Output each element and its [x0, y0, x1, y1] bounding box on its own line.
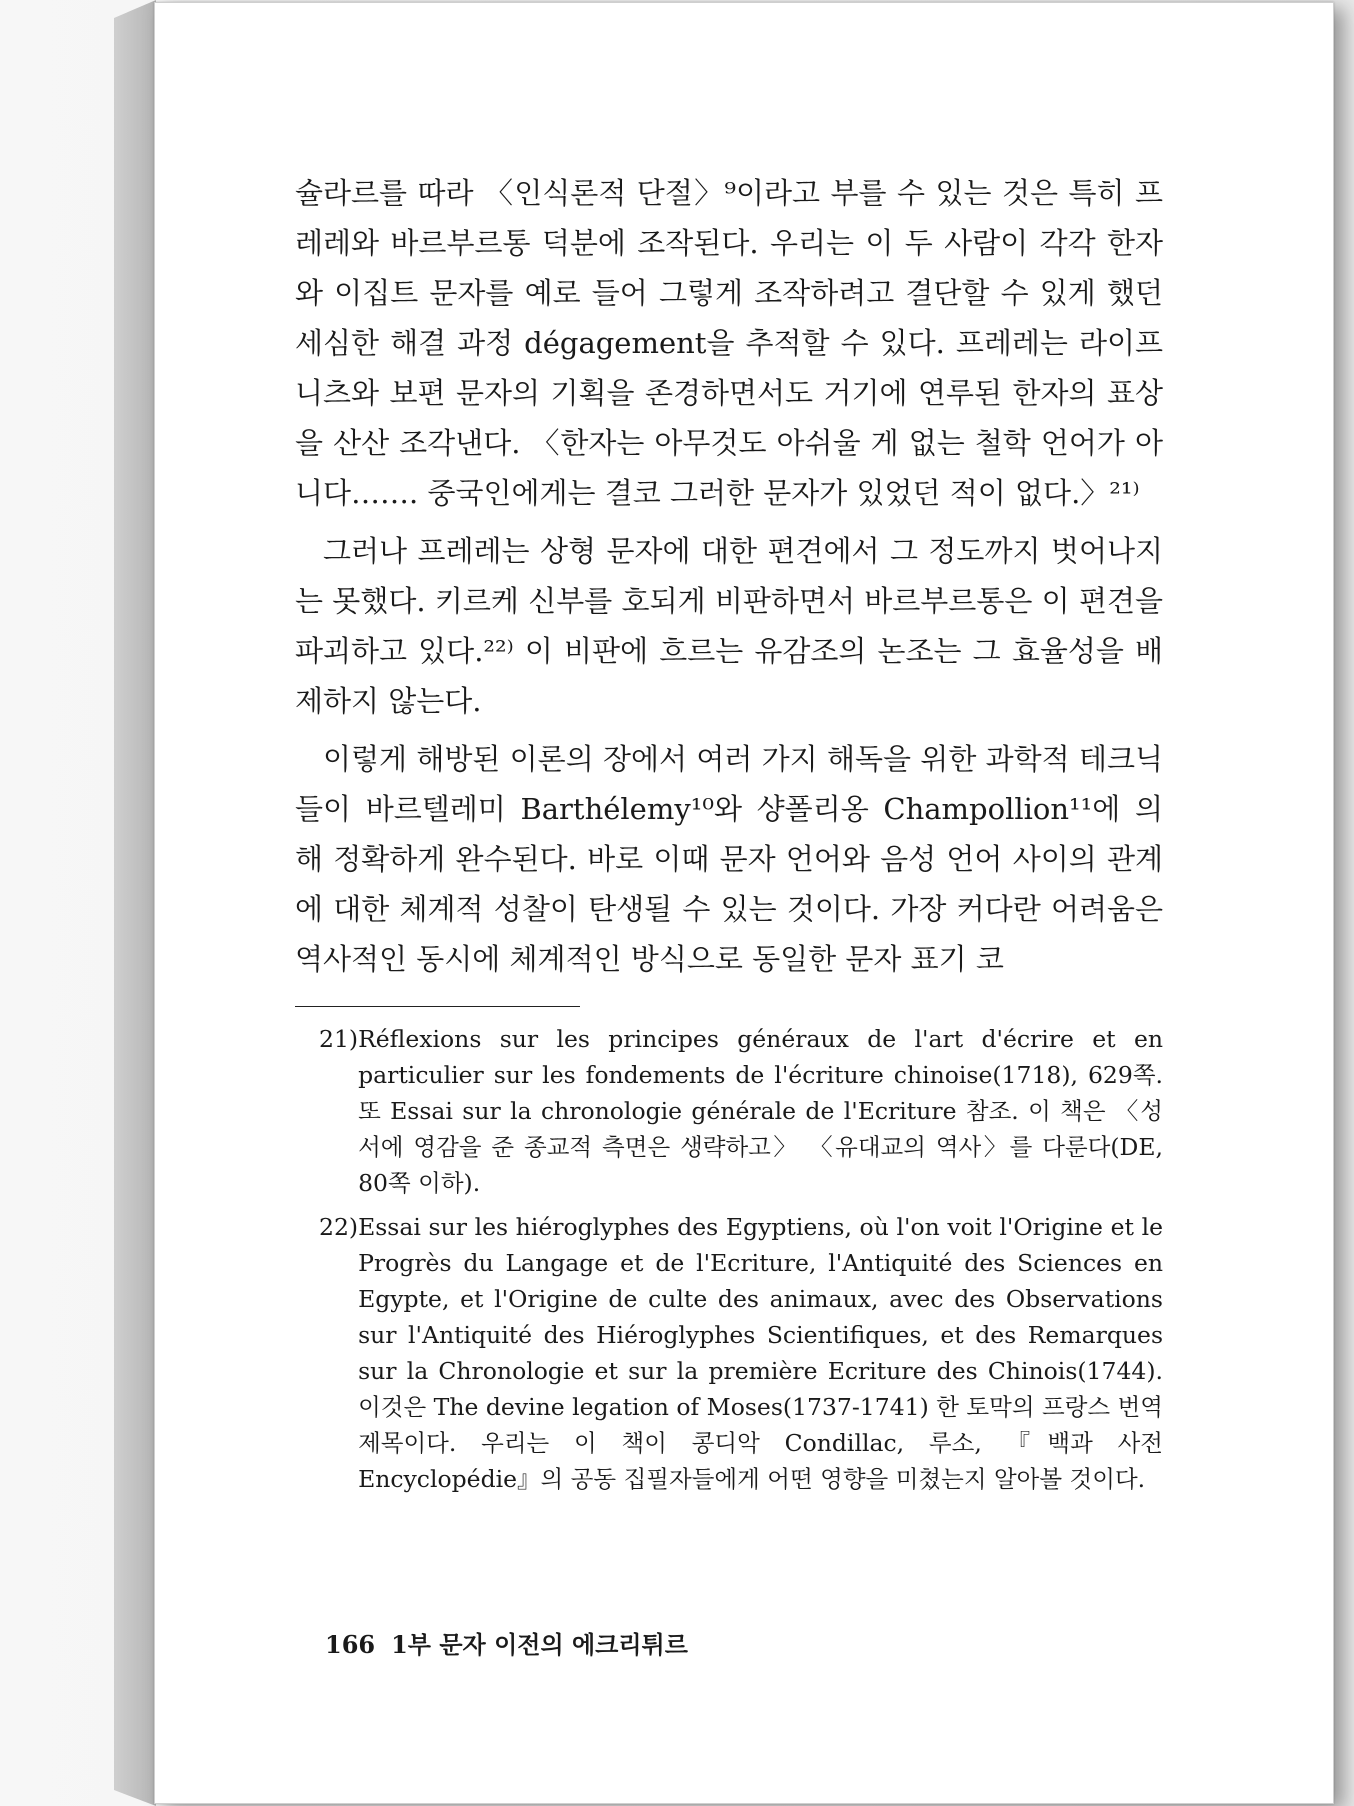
running-title: 1부 문자 이전의 에크리튀르 [391, 1630, 688, 1659]
paragraph-1: 슐라르를 따라 〈인식론적 단절〉⁹이라고 부를 수 있는 것은 특히 프레레와 바르부르통 덕분에 조작된다. 우리는 이 두 사람이 각각 한자와 이집트 문자를 예로 들어 그렇게 조작하려고 결단할 수 있게 했던 세심한 해결 과정 dégagement을 추적할 수 있다. 프레레는 라이프니츠와 보편 문자의 기획을 존경하면서도 거기에 연루된 한자의 표상을 산산 조각낸다. 〈한자는 아무것도 아쉬울 게 없는 철학 언어가 아니다……. 중국인에게는 결코 그러한 문자가 있었던 적이 없다.〉²¹⁾ [295, 176, 1163, 510]
paragraph-3: 이렇게 해방된 이론의 장에서 여러 가지 해독을 위한 과학적 테크닉들이 바르텔레미 Barthélemy¹⁰와 샹폴리옹 Champollion¹¹에 의해 정확하게 완수된다. 바로 이때 문자 언어와 음성 언어 사이의 관계에 대한 체계적 성찰이 탄생될 수 있는 것이다. 가장 커다란 어려움은 역사적인 동시에 체계적인 방식으로 동일한 문자 표기 코 [295, 742, 1163, 976]
footnote-21 [319, 1021, 1163, 1201]
footnote-number: 21) [319, 1025, 359, 1053]
footnote-22 [319, 1209, 1163, 1497]
footnote-divider [295, 1006, 580, 1007]
book-page [154, 2, 1334, 1804]
footnote-number: 22) [319, 1213, 359, 1241]
book-spine [114, 0, 156, 1806]
page-content [295, 168, 1163, 1505]
footnotes [295, 1021, 1163, 1497]
footnote-text: Réflexions sur les principes généraux de l'art d'écrire et en particulier sur les fondements de l'écriture chinoise(1718), 629쪽. 또 Essai sur la chronologie générale de l'Ecriture 참조. 이 책은 〈성서에 영감을 준 종교적 측면은 생략하고〉 〈유대교의 역사〉를 다룬다(DE, 80쪽 이하). [358, 1025, 1163, 1197]
page-footer [325, 1625, 688, 1660]
footnote-text: Essai sur les hiéroglyphes des Egyptiens, où l'on voit l'Origine et le Progrès du Langage et de l'Ecriture, l'Antiquité des Sciences en Egypte, et l'Origine de culte des animaux, avec des Observations sur l'Antiquité des Hiéroglyphes Scientifiques, et des Remarques sur la Chronologie et sur la première Ecriture des Chinois(1744). 이것은 The devine legation of Moses(1737-1741) 한 토막의 프랑스 번역 제목이다. 우리는 이 책이 콩디악 Condillac, 루소, 『백과 사전 Encyclopédie』의 공동 집필자들에게 어떤 영향을 미쳤는지 알아볼 것이다. [358, 1213, 1163, 1493]
body-text [295, 168, 1163, 984]
paragraph-2: 그러나 프레레는 상형 문자에 대한 편견에서 그 정도까지 벗어나지는 못했다. 키르케 신부를 호되게 비판하면서 바르부르통은 이 편견을 파괴하고 있다.²²⁾ 이 비판에 흐르는 유감조의 논조는 그 효율성을 배제하지 않는다. [295, 534, 1163, 718]
page-number: 166 [325, 1630, 376, 1659]
